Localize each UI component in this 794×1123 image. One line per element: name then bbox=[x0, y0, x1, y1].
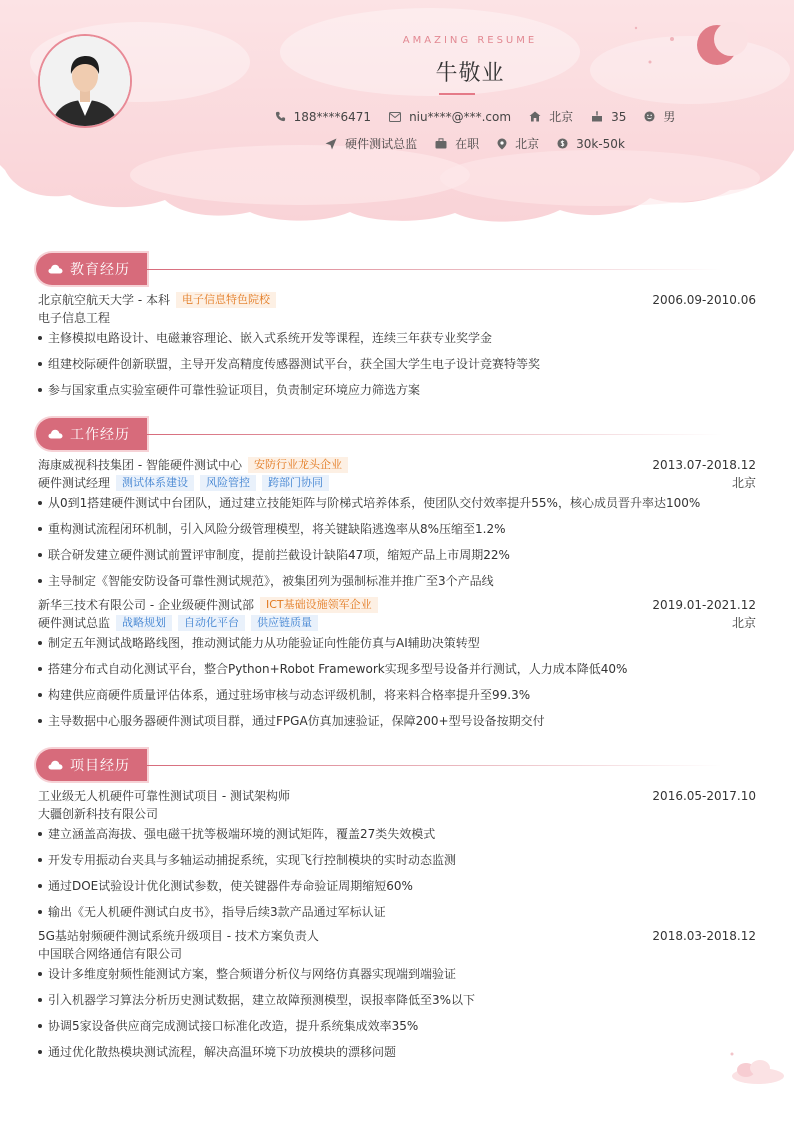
home-city-info: 北京 bbox=[529, 108, 573, 125]
company-badge: 安防行业龙头企业 bbox=[248, 457, 348, 473]
coin-icon bbox=[557, 138, 568, 149]
job-city: 北京 bbox=[731, 476, 756, 490]
list-item: 参与国家重点实验室硬件可靠性验证项目，负责制定环境应力筛选方案 bbox=[38, 382, 756, 398]
list-item: 引入机器学习算法分析历史测试数据，建立故障预测模型，误报率降低至3%以下 bbox=[38, 992, 756, 1008]
job-date: 2019.01-2021.12 bbox=[652, 598, 756, 612]
project-org-row bbox=[38, 946, 756, 962]
list-item: 搭建分布式自动化测试平台，整合Python+Robot Framework实现多型号设备并行测试，人力成本降低40% bbox=[38, 661, 756, 677]
skill-tag: 供应链质量 bbox=[251, 615, 318, 631]
project-org: 大疆创新科技有限公司 bbox=[38, 807, 159, 821]
education-date: 2006.09-2010.06 bbox=[652, 293, 756, 307]
section-divider bbox=[147, 434, 722, 435]
list-item: 开发专用振动台夹具与多轴运动捕捉系统，实现飞行控制模块的实时动态监测 bbox=[38, 852, 756, 868]
cloud-icon bbox=[48, 264, 63, 274]
list-item: 构建供应商硬件质量评估体系，通过驻场审核与动态评级机制，将来料合格率提升至99.3% bbox=[38, 687, 756, 703]
skill-tag: 风险管控 bbox=[200, 475, 256, 491]
job-intent-row bbox=[150, 135, 794, 152]
project-name: 工业级无人机硬件可靠性测试项目 - 测试架构师 bbox=[38, 789, 290, 803]
major: 电子信息工程 bbox=[38, 311, 111, 325]
section-education-header bbox=[36, 253, 760, 285]
project-org: 中国联合网络通信有限公司 bbox=[38, 947, 183, 961]
age-info: 35 bbox=[591, 110, 626, 124]
job-position-row bbox=[38, 475, 756, 491]
job-entry-header bbox=[38, 597, 756, 613]
section-divider bbox=[147, 269, 722, 270]
list-item: 制定五年测试战略路线图，推动测试能力从功能验证向性能仿真与AI辅助决策转型 bbox=[38, 635, 756, 651]
contact-row bbox=[150, 108, 794, 125]
job-position-row bbox=[38, 615, 756, 631]
target-position-info: 硬件测试总监 bbox=[325, 135, 417, 152]
target-city-info: 北京 bbox=[497, 135, 539, 152]
list-item: 组建校际硬件创新联盟，主导开发高精度传感器测试平台，获全国大学生电子设计竞赛特等奖 bbox=[38, 356, 756, 372]
phone-info: 188****6471 bbox=[275, 110, 371, 124]
list-item: 主导制定《智能安防设备可靠性测试规范》，被集团列为强制标准并推广至3个产品线 bbox=[38, 573, 756, 589]
list-item: 建立涵盖高海拔、强电磁干扰等极端环境的测试矩阵，覆盖27类失效模式 bbox=[38, 826, 756, 842]
mail-icon bbox=[389, 112, 401, 122]
skill-tag: 测试体系建设 bbox=[116, 475, 194, 491]
smile-icon bbox=[644, 111, 655, 122]
resume-header bbox=[0, 0, 794, 230]
cake-icon bbox=[591, 111, 603, 122]
home-icon bbox=[529, 111, 541, 122]
send-icon bbox=[325, 138, 337, 150]
school-badge: 电子信息特色院校 bbox=[176, 292, 276, 308]
project-entry-header bbox=[38, 788, 756, 804]
project-date: 2018.03-2018.12 bbox=[652, 929, 756, 943]
gender-info: 男 bbox=[644, 108, 675, 125]
salary-info: 30k-50k bbox=[557, 137, 625, 151]
section-title-pill: 教育经历 bbox=[36, 253, 147, 285]
job-position: 硬件测试经理 bbox=[38, 476, 111, 490]
job-position: 硬件测试总监 bbox=[38, 616, 111, 630]
skill-tag: 跨部门协同 bbox=[262, 475, 329, 491]
company-name: 海康威视科技集团 - 智能硬件测试中心 bbox=[38, 458, 242, 472]
job-date: 2013.07-2018.12 bbox=[652, 458, 756, 472]
skill-tag: 战略规划 bbox=[116, 615, 172, 631]
resume-eyebrow: AMAZING RESUME bbox=[402, 35, 538, 46]
school-name: 北京航空航天大学 - 本科 bbox=[38, 293, 170, 307]
phone-icon bbox=[275, 111, 286, 122]
name-underline bbox=[439, 93, 475, 95]
section-projects-header bbox=[36, 749, 760, 781]
list-item: 设计多维度射频性能测试方案，整合频谱分析仪与网络仿真器实现端到端验证 bbox=[38, 966, 756, 982]
skill-tag: 自动化平台 bbox=[178, 615, 245, 631]
project-name: 5G基站射频硬件测试系统升级项目 - 技术方案负责人 bbox=[38, 929, 319, 943]
project-date: 2016.05-2017.10 bbox=[652, 789, 756, 803]
list-item: 联合研发建立硬件测试前置评审制度，提前拦截设计缺陷47项，缩短产品上市周期22% bbox=[38, 547, 756, 563]
project-org-row bbox=[38, 806, 756, 822]
education-major-row bbox=[38, 310, 756, 326]
section-title-pill: 项目经历 bbox=[36, 749, 147, 781]
list-item: 通过DOE试验设计优化测试参数，使关键器件寿命验证周期缩短60% bbox=[38, 878, 756, 894]
education-entry-header bbox=[38, 292, 756, 308]
avatar bbox=[38, 34, 132, 128]
job-entry-header bbox=[38, 457, 756, 473]
cloud-icon bbox=[48, 760, 63, 770]
decorative-cloud-icon bbox=[728, 1050, 786, 1086]
briefcase-icon bbox=[435, 138, 447, 149]
list-item: 通过优化散热模块测试流程，解决高温环境下功放模块的漂移问题 bbox=[38, 1044, 756, 1060]
list-item: 协调5家设备供应商完成测试接口标准化改造，提升系统集成效率35% bbox=[38, 1018, 756, 1034]
list-item: 主导数据中心服务器硬件测试项目群，通过FPGA仿真加速验证，保障200+型号设备按期交付 bbox=[38, 713, 756, 729]
list-item: 输出《无人机硬件测试白皮书》，指导后续3款产品通过军标认证 bbox=[38, 904, 756, 920]
list-item: 主修模拟电路设计、电磁兼容理论、嵌入式系统开发等课程，连续三年获专业奖学金 bbox=[38, 330, 756, 346]
list-item: 重构测试流程闭环机制，引入风险分级管理模型，将关键缺陷逃逸率从8%压缩至1.2% bbox=[38, 521, 756, 537]
job-city: 北京 bbox=[731, 616, 756, 630]
list-item: 从0到1搭建硬件测试中台团队，通过建立技能矩阵与阶梯式培养体系，使团队交付效率提升55%，核心成员晋升率达100% bbox=[38, 495, 756, 511]
section-divider bbox=[147, 765, 722, 766]
job-status-info: 在职 bbox=[435, 135, 479, 152]
location-pin-icon bbox=[497, 138, 507, 150]
section-title-pill: 工作经历 bbox=[36, 418, 147, 450]
cloud-icon bbox=[48, 429, 63, 439]
project-entry-header bbox=[38, 928, 756, 944]
email-info: niu****@***.com bbox=[389, 110, 511, 124]
candidate-name: 牛敬业 bbox=[435, 61, 505, 86]
company-badge: ICT基础设施领军企业 bbox=[260, 597, 378, 613]
company-name: 新华三技术有限公司 - 企业级硬件测试部 bbox=[38, 598, 254, 612]
section-work-header bbox=[36, 418, 760, 450]
